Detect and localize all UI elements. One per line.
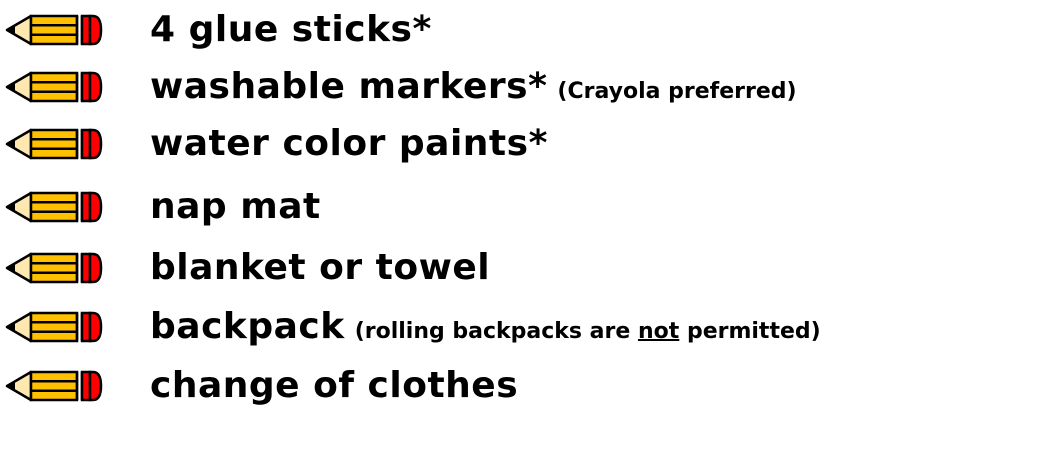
item-label bbox=[150, 297, 821, 357]
list-item bbox=[0, 356, 1058, 416]
note-prefix: (rolling backpacks are bbox=[354, 319, 631, 344]
item-label-main: backpack bbox=[150, 306, 345, 347]
list-item bbox=[0, 177, 1058, 237]
pencil-icon bbox=[5, 70, 103, 104]
item-label: nap mat bbox=[150, 186, 321, 227]
item-label: water color paints* bbox=[150, 123, 548, 164]
pencil-icon bbox=[5, 13, 103, 47]
pencil-icon bbox=[5, 251, 103, 285]
item-note bbox=[355, 319, 821, 344]
note-emphasis: not bbox=[637, 319, 680, 344]
list-item bbox=[0, 0, 1058, 60]
item-label: blanket or towel bbox=[150, 247, 491, 288]
item-label-main: washable markers* bbox=[150, 66, 548, 107]
item-label bbox=[150, 57, 797, 117]
pencil-icon bbox=[5, 310, 103, 344]
pencil-icon bbox=[5, 369, 103, 403]
pencil-icon bbox=[5, 190, 103, 224]
item-label: 4 glue sticks* bbox=[150, 9, 432, 50]
item-note: (Crayola preferred) bbox=[557, 79, 797, 104]
list-item bbox=[0, 297, 1058, 357]
item-label: change of clothes bbox=[150, 365, 519, 406]
list-item bbox=[0, 114, 1058, 174]
list-item bbox=[0, 238, 1058, 298]
pencil-icon bbox=[5, 127, 103, 161]
note-suffix: permitted) bbox=[686, 319, 821, 344]
list-item bbox=[0, 57, 1058, 117]
